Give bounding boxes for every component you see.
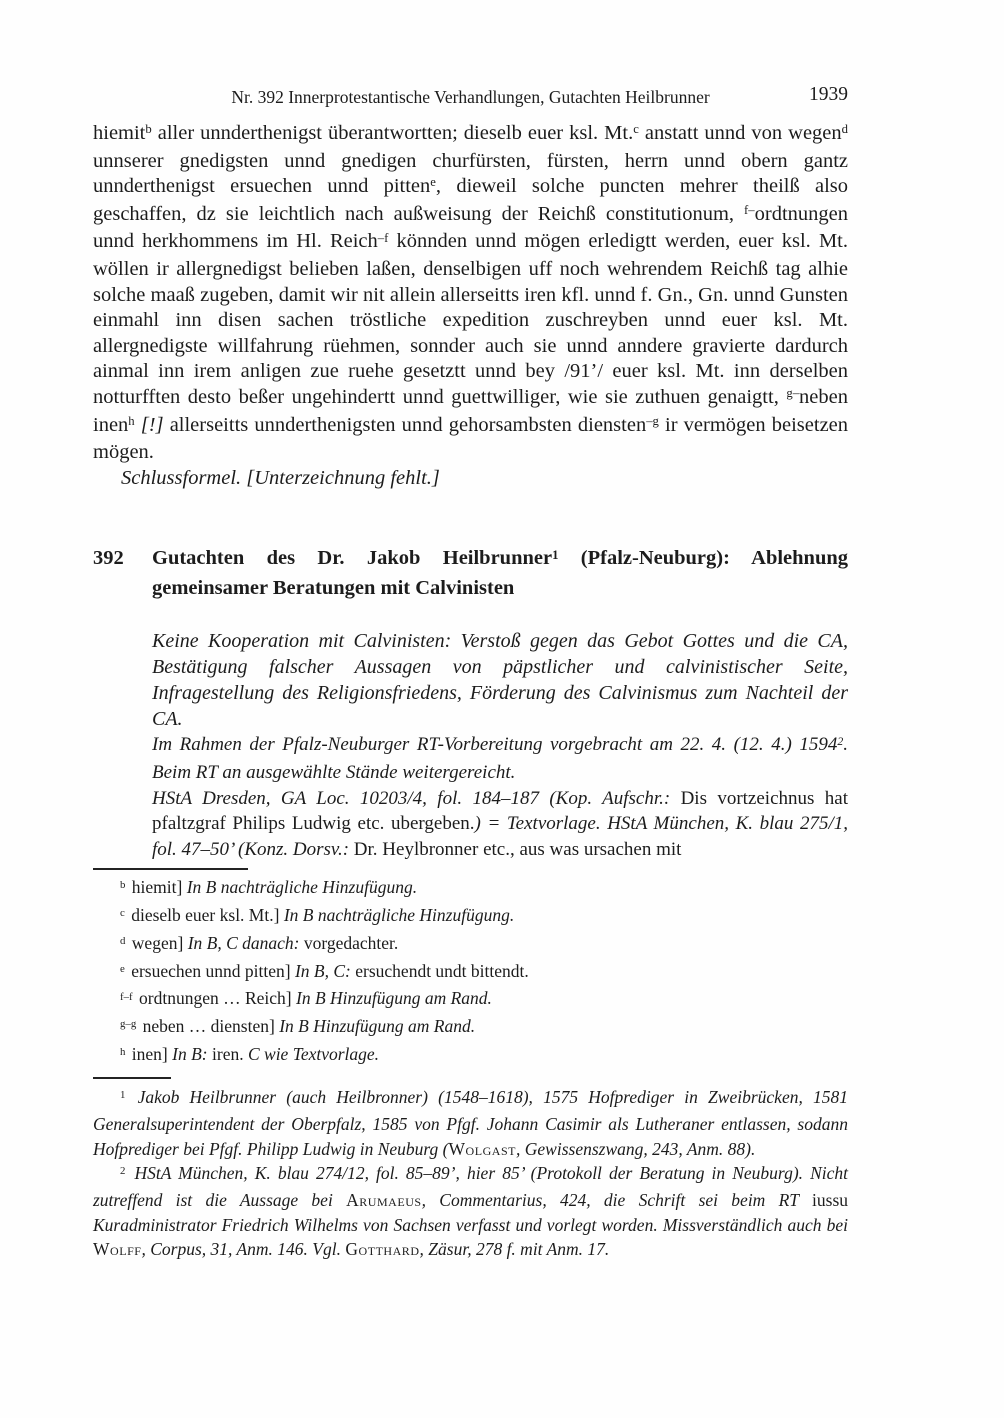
text-run: In B: xyxy=(172,1044,212,1065)
text-run: hiemit xyxy=(93,122,146,144)
text-run: iren. xyxy=(212,1044,248,1065)
apparatus-note xyxy=(93,875,848,903)
text-run: c xyxy=(633,122,639,137)
apparatus-note xyxy=(93,903,848,931)
schlussformel-note xyxy=(93,466,848,492)
text-run: aller unnderthenigst überantwortten; dieselb euer ksl. Mt. xyxy=(151,122,634,144)
text-run: f– xyxy=(744,203,755,218)
text-run: 1 xyxy=(552,547,559,562)
text-run: , Corpus, 31, Anm. 146. Vgl. xyxy=(141,1239,346,1260)
apparatus-note xyxy=(93,931,848,959)
text-run: [!] xyxy=(140,413,164,436)
note-marker: f–f xyxy=(120,990,133,1003)
text-run: Dr. Heylbronner etc., aus was ursachen mit xyxy=(353,838,682,860)
text-run: ir vermögen beisetzen mögen. xyxy=(93,413,849,464)
critical-apparatus-list xyxy=(93,875,848,1070)
summary-regest xyxy=(152,628,848,732)
text-run: könnden unnd mögen erledigtt werden, euer ksl. Mt. wöllen ir allergnedigst belieben laßen, denselbigen uff noch wehrendem Reichß tag alhie solche maaß zugeben, damit wir nit allein allerseitts iren kfl. unnd f. Gn., Gn. unnd Gunsten einmahl inn disen sachen tröstliche expedition zuschreyben unnd euer ksl. Mt. allergnedigste willfahrung rüehmen, sonnder auch sie unnd anndere gravierte dardurch ainmal inn irem anligen zue ruehe gesetztt unnd bey /91’/ euer ksl. Mt. inn derselben notturfften desto beßer ungehindertt unnd guettwilliger, wie sie zuthuen genaigtt, xyxy=(93,230,848,408)
text-run: . Beim RT an ausgewählte Stände weitergereicht. xyxy=(152,734,848,783)
source-description xyxy=(152,786,848,863)
document-title xyxy=(152,545,848,602)
footnote xyxy=(93,1085,848,1161)
text-run: , Commentarius, 424, die Schrift sei beim RT xyxy=(421,1190,813,1211)
text-run: anstatt unnd von wegen xyxy=(638,122,842,144)
running-header xyxy=(93,86,848,108)
apparatus-note xyxy=(93,1014,848,1042)
text-run: Im Rahmen der Pfalz-Neuburger RT-Vorbereitung vorgebracht am 22. 4. (12. 4.) 1594 xyxy=(152,734,838,756)
text-run: In B Hinzufügung am Rand. xyxy=(279,1016,476,1037)
note-marker: g–g xyxy=(120,1018,137,1031)
text-run: , Gewissenszwang, 243, Anm. 88). xyxy=(516,1138,756,1159)
note-marker: h xyxy=(120,1046,126,1059)
text-run: In B, C: xyxy=(294,960,356,981)
text-run: h xyxy=(128,413,135,428)
document-number: 392 xyxy=(93,547,124,570)
text-run: neben inen xyxy=(93,385,848,436)
text-run: In B nachträgliche Hinzufügung. xyxy=(186,877,418,898)
text-run: –f xyxy=(377,230,389,245)
transcription-paragraph xyxy=(93,121,848,466)
note-marker: e xyxy=(120,962,125,975)
text-run: ) = Textvorlage. HStA München, K. blau 275/1, fol. 47–50’ (Konz. Dorsv.: xyxy=(152,813,848,860)
text-run: –g xyxy=(646,413,659,428)
note-marker: d xyxy=(120,935,126,947)
text-run: In B Hinzufügung am Rand. xyxy=(296,988,492,1009)
text-run: Dis vortzeichnus hat pfaltzgraf Philips Ludwig etc. ubergeben. xyxy=(152,787,848,835)
running-header-text: Nr. 392 Innerprotestantische Verhandlungen, Gutachten Heilbrunner xyxy=(231,87,710,107)
text-run: vorgedachter. xyxy=(303,932,399,953)
text-run: iussu xyxy=(812,1190,848,1211)
text-run: Wolgast xyxy=(448,1138,517,1159)
text-run: Schlussformel. [Unterzeichnung fehlt.] xyxy=(121,466,440,489)
text-run: Wolff xyxy=(93,1239,142,1260)
text-run: ordtnungen … Reich] xyxy=(139,988,297,1009)
text-run: unnserer gnedigsten unnd gnedigen churfürsten, fürsten, herrn unnd obern gantz unnderthenigst ersuechen unnd pitten xyxy=(93,149,848,198)
text-run: In B nachträgliche Hinzufügung. xyxy=(283,905,515,926)
text-run: Arumaeus xyxy=(346,1190,422,1211)
footnotes-separator-rule xyxy=(93,1077,171,1079)
text-run: wegen] xyxy=(131,932,188,953)
text-run: C wie Textvorlage. xyxy=(247,1044,380,1065)
text-run: Gutachten des Dr. Jakob Heilbrunner xyxy=(152,547,553,570)
apparatus-note xyxy=(93,986,848,1014)
text-run: Gotthard xyxy=(345,1239,420,1260)
text-run: g– xyxy=(786,386,800,401)
note-marker: c xyxy=(120,907,125,920)
text-run: hiemit] xyxy=(131,877,187,898)
text-run: ordtnungen unnd herkhommens im Hl. Reich xyxy=(93,202,848,253)
text-run: d xyxy=(841,122,848,137)
footnote xyxy=(93,1161,848,1262)
page-number: 1939 xyxy=(809,84,848,105)
note-marker: 1 xyxy=(120,1088,126,1101)
document-heading xyxy=(93,545,848,602)
text-run: inen] xyxy=(131,1044,173,1065)
text-run: neben … diensten] xyxy=(142,1016,280,1037)
text-run: 2 xyxy=(837,735,844,749)
text-run: (Pfalz-Neuburg): Ablehnung gemeinsamer Beratungen mit Calvinisten xyxy=(152,547,848,599)
text-run: b xyxy=(145,122,152,137)
text-run: Jakob Heilbrunner (auch Heilbronner) (1548–1618), 1575 Hofprediger in Zweibrücken, 1581 Generalsuperintendent der Oberpfalz, 1585 von Pfgf. Johann Casimir als Lutheraner entlassen, sodann Hofprediger bei Pfgf. Philipp Ludwig in Neuburg ( xyxy=(93,1086,849,1159)
text-run: HStA Dresden, GA Loc. 10203/4, fol. 184–187 (Kop. Aufschr.: xyxy=(152,787,681,809)
text-run: e xyxy=(430,175,436,190)
text-run: ersuechen unnd pitten] xyxy=(131,960,295,981)
text-run: ersuchendt undt bittendt. xyxy=(355,960,529,981)
text-run: Kuradministrator Friedrich Wilhelms von Sachsen verfasst und vorlegt worden. Missverständlich auch bei xyxy=(93,1214,848,1235)
text-run: In B, C danach: xyxy=(187,932,304,953)
text-run: Keine Kooperation mit Calvinisten: Verstoß gegen das Gebot Gottes und die CA, Bestätigung falscher Aussagen von päpstlicher und calvinistischer Seite, Infragestellung des Religionsfriedens, Förderung des Calvinismus zum Nachteil der CA. xyxy=(152,630,848,731)
footnotes-list xyxy=(93,1085,848,1262)
text-run: dieselb euer ksl. Mt.] xyxy=(131,905,284,926)
text-run: HStA München, K. blau 274/12, fol. 85–89’, hier 85’ (Protokoll der Beratung in Neuburg). Nicht zutreffend ist die Aussage bei xyxy=(93,1163,848,1211)
text-run: , dieweil solche puncten mehrer theilß also geschaffen, dz sie leichtlich nach außweisung der Reichß constitutionum, xyxy=(93,175,848,225)
apparatus-separator-rule xyxy=(93,868,248,870)
apparatus-note xyxy=(93,1042,848,1070)
note-marker: 2 xyxy=(120,1165,126,1178)
provenance-note xyxy=(152,732,848,785)
text-run: , Zäsur, 278 f. mit Anm. 17. xyxy=(419,1239,610,1260)
text-run: allerseitts unnderthenigsten unnd gehorsambsten diensten xyxy=(163,413,647,436)
note-marker: b xyxy=(120,879,126,892)
apparatus-note xyxy=(93,959,848,987)
